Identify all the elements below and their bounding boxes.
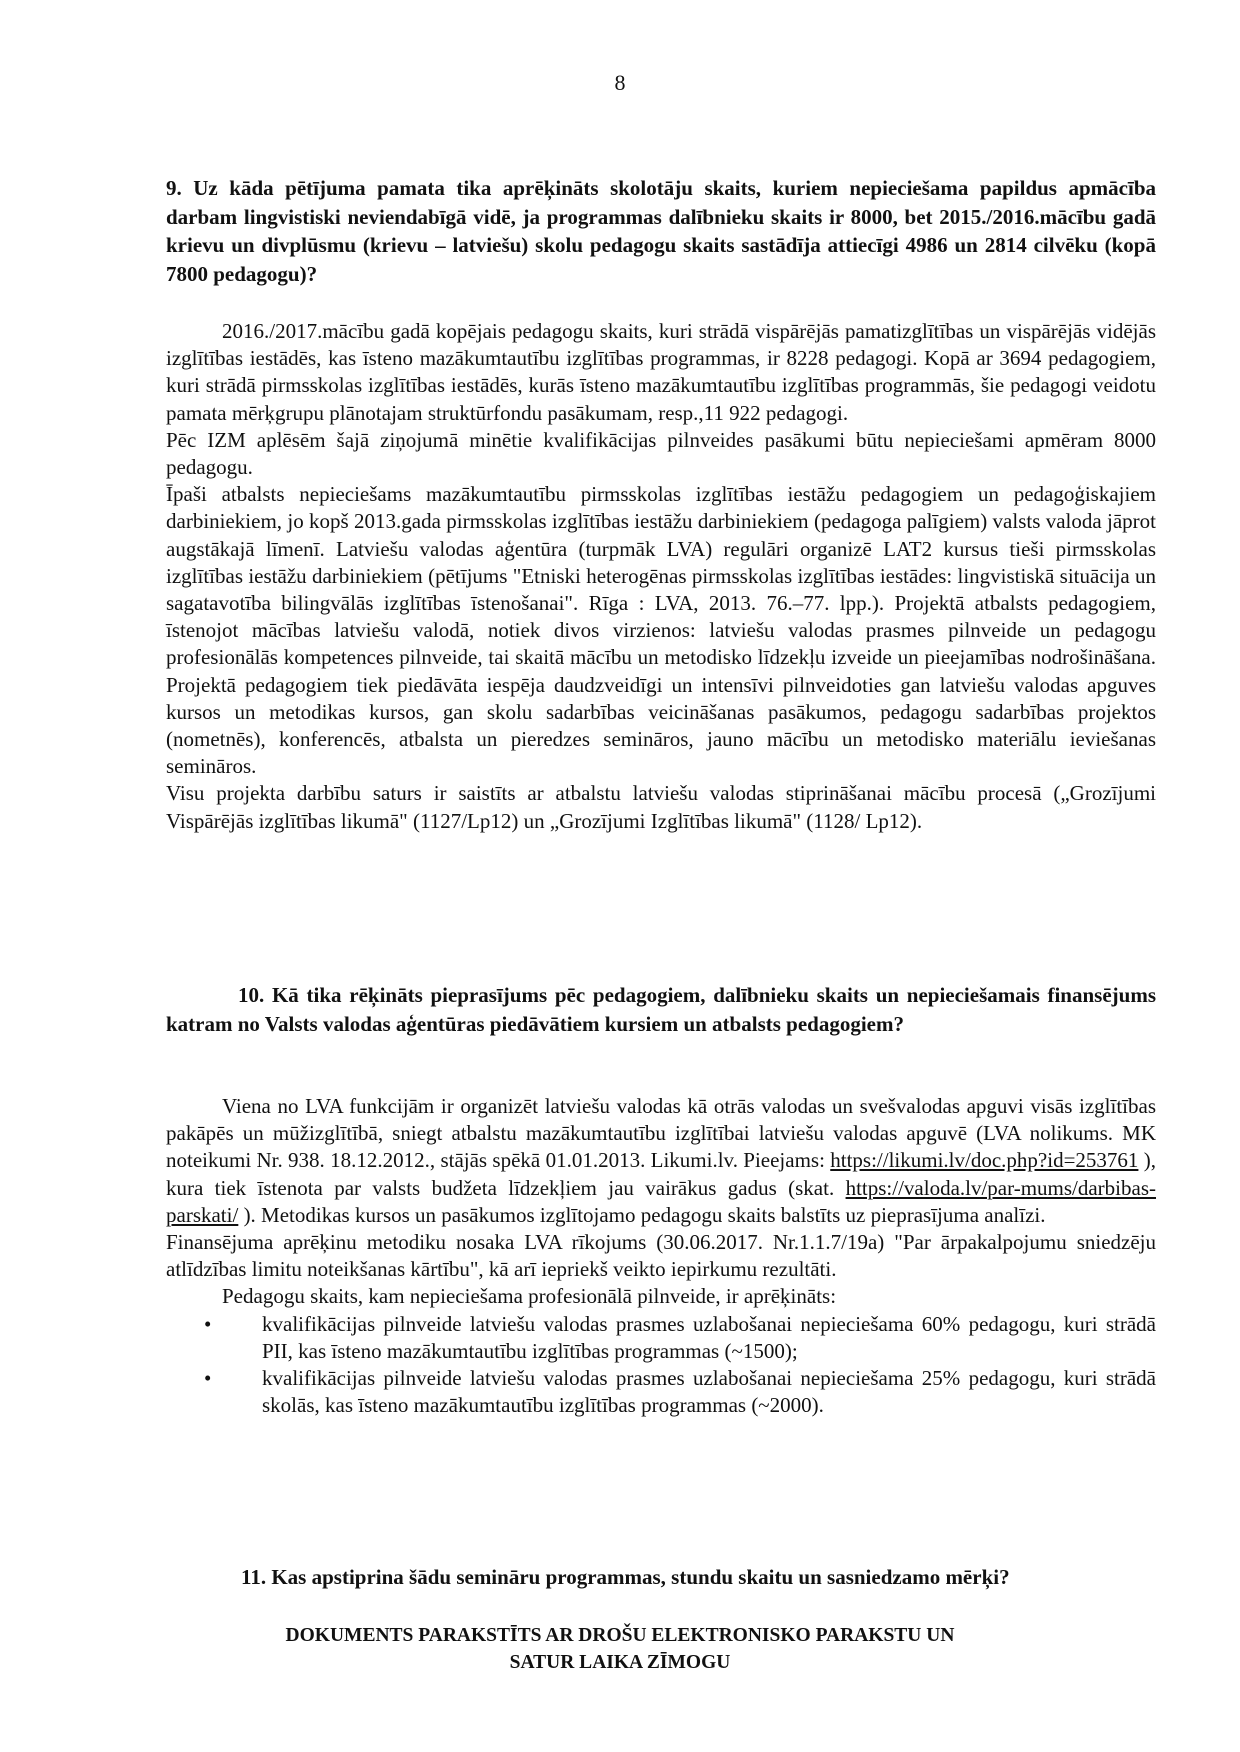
bullet-icon: • [204,1366,212,1391]
question-9-heading: 9. Uz kāda pētījuma pamata tika aprēķināts skolotāju skaits, kuriem nepieciešama papildus apmācība darbam lingvistiski neviendabīgā vidē, ja programmas dalībnieku skaits ir 8000, bet 2015./2016.mācību gadā krievu un divplūsmu (krievu – latviešu) skolu pedagogu skaits sastādīja attiecīgi 4986 un 2814 cilvēku (kopā 7800 pedagogu)? [166,176,1156,286]
q10-p1-text-b: ), kura tiek īstenota par valsts budžeta līdzekļiem jau vairākus gadus (skat. [166,1148,1156,1200]
q10-paragraph-1 [166,1093,1156,1229]
question-9-answer [166,318,1156,835]
question-10-answer [166,1093,1156,1419]
valoda-link[interactable]: https://valoda.lv/par-mums/darbibas-parskati/ [166,1175,1156,1227]
q10-p1-text-c: ). Metodikas kursos un pasākumos izglītojamo pedagogu skaits balstīts uz pieprasījuma analīzi. [238,1202,1046,1227]
stamp-line-1: DOKUMENTS PARAKSTĪTS AR DROŠU ELEKTRONISKO PARAKSTU UN [285,1625,955,1646]
bullet-icon: • [204,1311,212,1336]
question-9-section [166,174,1156,288]
list-item [166,1365,1156,1419]
q9-paragraph-4: Visu projekta darbību saturs ir saistīts ar atbalstu latviešu valodas stiprināšanai mācību procesā („Grozījumi Vispārējās izglītības likumā" (1127/Lp12) un „Grozījumi Izglītības likumā" (1128/ Lp12). [166,781,1156,833]
q10-paragraph-2: Finansējuma aprēķinu metodiku nosaka LVA rīkojums (30.06.2017. Nr.1.1.7/19a) "Par ārpakalpojumu sniedzēju atlīdzības limitu noteikšanas kārtību", kā arī iepriekš veikto iepirkumu rezultāti. [166,1230,1156,1282]
page-number: 8 [614,70,626,95]
q10-paragraph-3: Pedagogu skaits, kam nepieciešama profesionālā pilnveide, ir aprēķināts: [222,1284,837,1309]
likumi-link[interactable]: https://likumi.lv/doc.php?id=253761 [830,1148,1139,1173]
bullet-text: kvalifikācijas pilnveide latviešu valodas prasmes uzlabošanai nepieciešama 60% pedagogu, kuri strādā PII, kas īsteno mazākumtautību izglītības programmas (~1500); [262,1311,1156,1363]
question-11-section [166,1563,1156,1592]
question-10-section [166,981,1156,1038]
q9-paragraph-1: 2016./2017.mācību gadā kopējais pedagogu skaits, kuri strādā vispārējās pamatizglītības un vispārējās vidējās izglītības iestādēs, kas īsteno mazākumtautību izglītības programmas, ir 8228 pedagogi. Kopā ar 3694 pedagogiem, kuri strādā pirmsskolas izglītības iestādēs, kurās īsteno mazākumtautību izglītības programmās, šie pedagogi veidotu pamata mērķgrupu plānotajam struktūrfondu pasākumam, resp.,11 922 pedagogi. [166,319,1156,425]
q10-p1-text-a: Viena no LVA funkcijām ir organizēt latviešu valodas kā otrās valodas un svešvalodas apguvi visās izglītības pakāpēs un mūžizglītībā, sniegt atbalstu mazākumtautību izglītībai latviešu valodas apguvē (LVA nolikums. MK noteikumi Nr. 938. 18.12.2012., stājās spēkā 01.01.2013. Likumi.lv. Pieejams: [166,1094,1156,1173]
q9-paragraph-3: Īpaši atbalsts nepieciešams mazākumtautību pirmsskolas izglītības iestāžu pedagogiem un pedagoģiskajiem darbiniekiem, jo kopš 2013.gada pirmsskolas izglītības iestāžu darbiniekiem (pedagoga palīgiem) valsts valoda jāprot augstākajā līmenī. Latviešu valodas aģentūra (turpmāk LVA) regulāri organizē LAT2 kursus tieši pirmsskolas izglītības iestāžu darbiniekiem (pētījums "Etniski heterogēnas pirmsskolas izglītības iestādes: lingvistiskā situācija un sagatavotība bilingvālās izglītības īstenošanai". Rīga : LVA, 2013. 76.–77. lpp.). Projektā atbalsts pedagogiem, īstenojot mācības latviešu valodā, notiek divos virzienos: latviešu valodas prasmes pilnveide un pedagogu profesionālās kompetences pilnveide, tai skaitā mācību un metodisko līdzekļu izveide un pieejamības nodrošināšana. Projektā pedagogiem tiek piedāvāta iespēja daudzveidīgi un intensīvi pilnveidoties gan latviešu valodas apguves kursos un metodikas kursos, gan skolu sadarbības veicināšanas pasākumos, pedagogu sadarbības projektos (nometnēs), konferencēs, atbalsta un pieredzes semināros, jauno mācību un metodisko materiālu ieviešanas semināros. [166,482,1156,779]
question-10-heading: 10. Kā tika rēķināts pieprasījums pēc pedagogiem, dalībnieku skaits un nepieciešamais finansējums katram no Valsts valodas aģentūras piedāvātiem kursiem un atbalsts pedagogiem? [166,983,1156,1036]
question-11-heading: 11. Kas apstiprina šādu semināru programmas, stundu skaitu un sasniedzamo mērķi? [241,1565,1010,1589]
electronic-signature-stamp [0,1622,1240,1676]
bullet-text: kvalifikācijas pilnveide latviešu valodas prasmes uzlabošanai nepieciešama 25% pedagogu, kuri strādā skolās, kas īsteno mazākumtautību izglītības programmas (~2000). [262,1366,1156,1418]
list-item [166,1311,1156,1365]
stamp-line-2: SATUR LAIKA ZĪMOGU [509,1652,731,1673]
q10-bullet-list [166,1311,1156,1420]
q9-paragraph-2: Pēc IZM aplēsēm šajā ziņojumā minētie kvalifikācijas pilnveides pasākumi būtu nepieciešami apmēram 8000 pedagogu. [166,427,1156,480]
